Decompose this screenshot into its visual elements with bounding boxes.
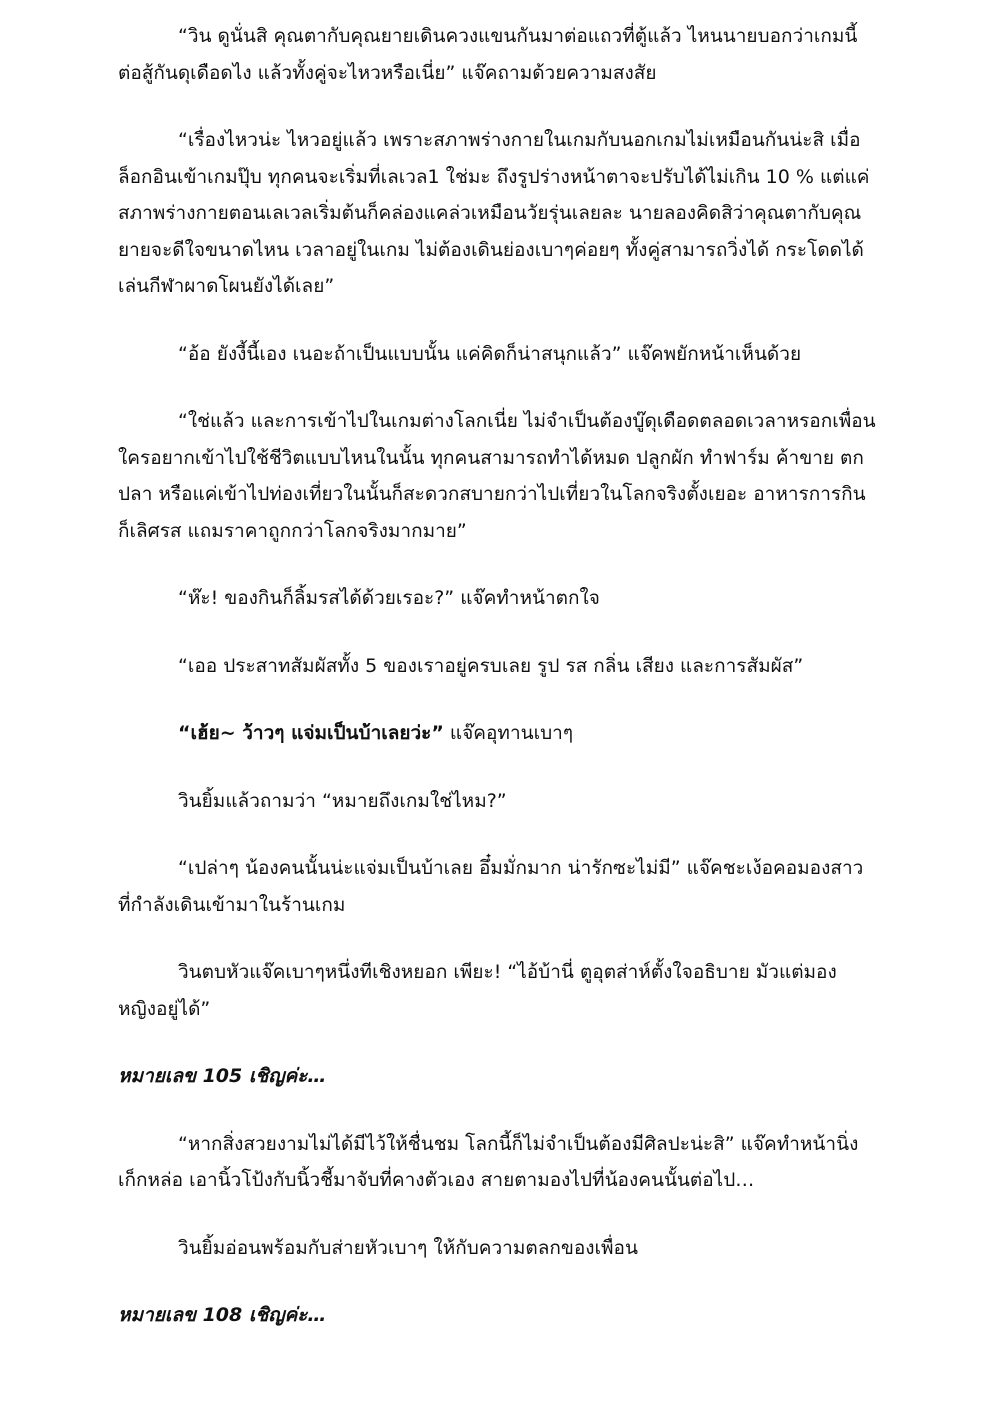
paragraph-13 <box>118 1230 878 1267</box>
text-line: ใครอยากเข้าไปใช้ชีวิตแบบไหนในนั้น ทุกคนสามารถทำได้หมด ปลูกผัก ทำฟาร์ม ค้าขาย ตก <box>118 446 864 469</box>
text-line: สภาพร่างกายตอนเลเวลเริ่มต้นก็คล่องแคล่วเหมือนวัยรุ่นเลยละ นายลองคิดสิว่าคุณตากับคุณ <box>118 202 862 224</box>
text-line: “เออ ประสาทสัมผัสทั้ง 5 ของเราอยู่ครบเลย รูป รส กลิ่น เสียง และการสัมผัส” <box>178 654 804 677</box>
text-line: ก็เลิศรส แถมราคาถูกกว่าโลกจริงมากมาย” <box>118 519 467 542</box>
paragraph-5 <box>118 580 878 617</box>
queue-announcement-heading: หมายเลข 105 เชิญค่ะ… <box>118 1065 327 1087</box>
text-line: ต่อสู้กันดุเดือดไง แล้วทั้งคู่จะไหวหรือเนี่ย” แจ๊คถามด้วยความสงสัย <box>118 61 657 84</box>
paragraph-7 <box>118 715 878 752</box>
text-line: “ห๊ะ! ของกินก็ลิ้มรสได้ด้วยเรอะ?” แจ๊คทำหน้าตกใจ <box>178 587 600 609</box>
paragraph-6 <box>118 648 878 685</box>
paragraph-2 <box>118 122 878 305</box>
text-line: ล็อกอินเข้าเกมปุ๊บ ทุกคนจะเริ่มที่เลเวล1 ใช่มะ ถึงรูปร่างหน้าตาจะปรับได้ไม่เกิน 10 % แต่แค่ <box>118 165 870 188</box>
exclamation-tail: แจ๊คอุทานเบาๆ <box>443 722 574 744</box>
paragraph-3 <box>118 336 878 373</box>
text-line: วินยิ้มอ่อนพร้อมกับส่ายหัวเบาๆ ให้กับความตลกของเพื่อน <box>178 1236 638 1259</box>
text-line: “วิน ดูนั่นสิ คุณตากับคุณยายเดินควงแขนกันมาต่อแถวที่ตู้แล้ว ไหนนายบอกว่าเกมนี้ <box>178 25 858 47</box>
document-page <box>118 18 878 1334</box>
text-line: “อ้อ ยังงี้นี้เอง เนอะถ้าเป็นแบบนั้น แค่คิดก็น่าสนุกแล้ว” แจ๊คพยักหน้าเห็นด้วย <box>178 342 802 365</box>
text-line: วินตบหัวแจ๊คเบาๆหนึ่งทีเชิงหยอก เพียะ! “ไอ้บ้านี่ ตูอุตส่าห์ตั้งใจอธิบาย มัวแต่มอง <box>178 961 837 983</box>
text-line: “เรื่องไหวน่ะ ไหวอยู่แล้ว เพราะสภาพร่างกายในเกมกับนอกเกมไม่เหมือนกันน่ะสิ เมื่อ <box>178 129 861 151</box>
text-line: “ใช่แล้ว และการเข้าไปในเกมต่างโลกเนี่ย ไม่จำเป็นต้องบู๊ดุเดือดตลอดเวลาหรอกเพื่อน <box>178 410 876 432</box>
exclamation-bold: “เฮ้ย~ ว้าวๆ แจ่มเป็นบ้าเลยว่ะ” <box>178 722 444 744</box>
text-line: ยายจะดีใจขนาดไหน เวลาอยู่ในเกม ไม่ต้องเดินย่องเบาๆค่อยๆ ทั้งคู่สามารถวิ่งได้ กระโดดได้ <box>118 238 864 261</box>
paragraph-10 <box>118 954 878 1027</box>
text-line: ปลา หรือแค่เข้าไปท่องเที่ยวในนั้นก็สะดวกสบายกว่าไปเที่ยวในโลกจริงตั้งเยอะ อาหารการกิน <box>118 483 866 505</box>
paragraph-4 <box>118 403 878 549</box>
queue-announcement-heading: หมายเลข 108 เชิญค่ะ… <box>118 1304 327 1326</box>
text-line: เก็กหล่อ เอานิ้วโป้งกับนิ้วชี้มาจับที่คางตัวเอง สายตามองไปที่น้องคนนั้นต่อไป… <box>118 1169 755 1191</box>
paragraph-8 <box>118 783 878 820</box>
paragraph-1 <box>118 18 878 91</box>
paragraph-12 <box>118 1126 878 1199</box>
text-line: ที่กำลังเดินเข้ามาในร้านเกม <box>118 893 346 916</box>
text-line: หญิงอยู่ได้” <box>118 997 211 1020</box>
text-line: “เปล่าๆ น้องคนนั้นน่ะแจ่มเป็นบ้าเลย อึ๋มมั่กมาก น่ารักซะไม่มี” แจ๊คชะเง้อคอมองสาว <box>178 857 864 879</box>
text-line: เล่นกีฬาผาดโผนยังได้เลย” <box>118 275 335 297</box>
paragraph-9 <box>118 850 878 923</box>
text-line: วินยิ้มแล้วถามว่า “หมายถึงเกมใช่ไหม?” <box>178 789 507 812</box>
text-line: “หากสิ่งสวยงามไม่ได้มีไว้ให้ชื่นชม โลกนี้ก็ไม่จำเป็นต้องมีศิลปะน่ะสิ” แจ๊คทำหน้านิ่ง <box>178 1132 859 1155</box>
